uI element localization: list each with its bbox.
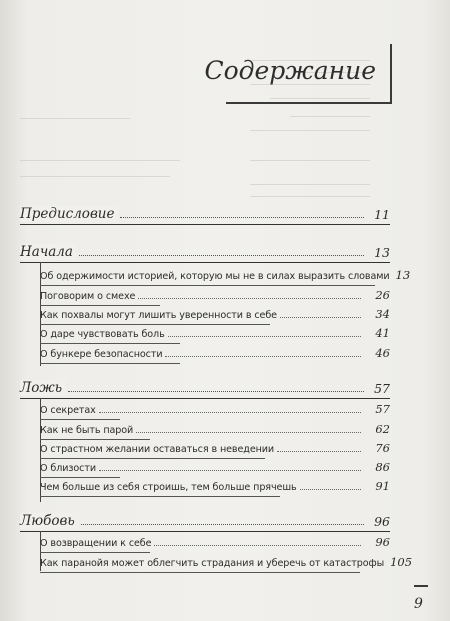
dot-leader — [79, 255, 364, 256]
entry-title: Чем больше из себя строишь, тем больше прячешь — [40, 482, 297, 493]
title-frame — [204, 44, 392, 104]
toc-entry[interactable] — [40, 322, 390, 340]
dot-leader — [280, 317, 361, 318]
dot-leader — [120, 217, 364, 218]
dot-leader — [138, 298, 361, 299]
toc-section[interactable] — [20, 376, 390, 396]
entry-page-number: 46 — [375, 346, 390, 360]
section-title: Любовь — [20, 513, 79, 529]
entry-title: О возвращении к себе — [40, 538, 152, 549]
dot-leader — [300, 489, 361, 490]
dot-leader — [277, 451, 361, 452]
dot-leader — [165, 356, 361, 357]
dot-leader — [136, 432, 361, 433]
section-page-number: 96 — [374, 514, 390, 529]
entry-rule — [40, 572, 360, 573]
page-title: Содержание — [204, 56, 376, 85]
toc-entry[interactable] — [40, 456, 390, 474]
entry-page-number: 76 — [375, 441, 390, 455]
entry-rule — [40, 496, 280, 497]
entry-rule — [40, 363, 180, 364]
entry-title: Как паранойя может облегчить страдания и уберечь от катастрофы — [40, 558, 385, 569]
section-rule — [20, 262, 390, 263]
entry-title: Об одержимости историей, которую мы не в силах выразить словами — [40, 271, 390, 282]
section-page-number: 13 — [374, 245, 390, 260]
entry-page-number: 57 — [375, 402, 390, 416]
entry-page-number: 34 — [375, 307, 390, 321]
section-page-number: 57 — [374, 381, 390, 396]
entry-title: Как похвалы могут лишить уверенности в себе — [40, 310, 277, 321]
entry-page-number: 91 — [375, 479, 390, 493]
entry-page-number: 26 — [375, 288, 390, 302]
toc-section[interactable] — [20, 509, 390, 529]
dot-leader — [154, 545, 361, 546]
entry-page-number: 62 — [375, 422, 390, 436]
toc-entry[interactable] — [40, 264, 411, 282]
section-title: Начала — [20, 244, 77, 260]
entry-title: О даре чувствовать боль — [40, 329, 165, 340]
section-title: Предисловие — [20, 206, 118, 222]
entry-title: О секретах — [40, 405, 96, 416]
entry-title: Поговорим о смехе — [40, 291, 136, 302]
folio-mark — [414, 585, 428, 587]
dot-leader — [99, 470, 361, 471]
toc-entry[interactable] — [40, 551, 413, 569]
toc-entry[interactable] — [40, 284, 390, 302]
entry-page-number: 105 — [390, 555, 413, 569]
dot-leader — [68, 391, 364, 392]
section-page-number: 11 — [374, 207, 390, 222]
dot-leader — [168, 336, 361, 337]
toc-entry[interactable] — [40, 398, 390, 416]
entry-page-number: 41 — [375, 326, 390, 340]
section-title: Ложь — [20, 380, 66, 396]
toc-section[interactable] — [20, 240, 390, 260]
dot-leader — [81, 524, 364, 525]
entry-title: О бункере безопасности — [40, 349, 163, 360]
section-rule — [20, 224, 390, 225]
entry-title: О страстном желании оставаться в неведении — [40, 444, 275, 455]
entry-page-number: 96 — [375, 535, 390, 549]
page-number: 9 — [414, 596, 423, 612]
toc-entry[interactable] — [40, 437, 390, 455]
entry-title: О близости — [40, 463, 96, 474]
toc-entry[interactable] — [40, 475, 390, 493]
toc-entry[interactable] — [40, 531, 390, 549]
toc-entry[interactable] — [40, 418, 390, 436]
entry-page-number: 13 — [395, 268, 411, 282]
toc-entry[interactable] — [40, 342, 390, 360]
toc-entry[interactable] — [40, 303, 390, 321]
toc-section[interactable] — [20, 202, 390, 222]
entry-page-number: 86 — [375, 460, 390, 474]
entry-title: Как не быть парой — [40, 425, 134, 436]
dot-leader — [99, 412, 361, 413]
